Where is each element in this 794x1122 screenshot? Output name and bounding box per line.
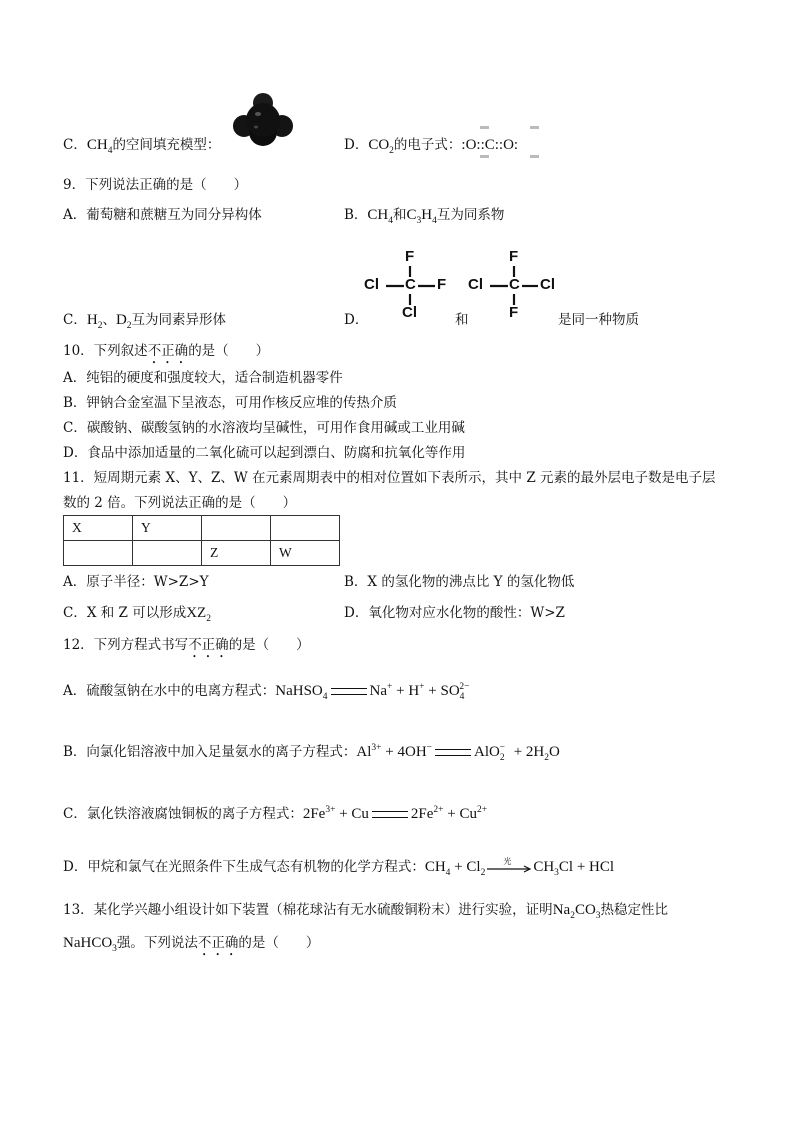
formula-sub: 2 xyxy=(570,911,575,921)
option-label: D． xyxy=(344,137,369,153)
atom-center: C xyxy=(405,276,416,293)
formula: CO xyxy=(574,902,596,918)
stem-text: 13．某化学兴趣小组设计如下装置（棉花球沾有无水硫酸铜粉末）进行实验，证明 xyxy=(63,902,553,918)
formula: D xyxy=(115,312,127,328)
table-cell: X xyxy=(64,516,133,541)
structure-formula-1 xyxy=(364,248,454,326)
atom-top: F xyxy=(405,248,415,265)
formula: H xyxy=(421,207,433,223)
table-cell xyxy=(133,541,202,566)
option-text: A．硫酸氢钠在水中的电离方程式： xyxy=(63,683,276,699)
atom-right: F xyxy=(437,276,447,293)
q9-option-b xyxy=(344,206,504,224)
electron-dots-decor xyxy=(478,126,548,160)
atom-bottom: Cl xyxy=(402,304,417,321)
atom-top: F xyxy=(509,248,519,265)
option-text: C．氯化铁溶液腐蚀铜板的离子方程式： xyxy=(63,806,303,822)
q10-stem xyxy=(63,342,269,367)
q9-option-d-label: D． xyxy=(344,312,369,328)
q9-option-c xyxy=(63,311,226,329)
option-text: C．X 和 Z 可以形成 xyxy=(63,605,187,621)
option-label: C． xyxy=(63,137,87,153)
q11-option-b: B．X 的氢化物的沸点比 Y 的氢化物低 xyxy=(344,574,575,590)
equation-c: $2Fe^{3+} + Cu$ $2Fe^{2+} + Cu^{2+}$ xyxy=(302,805,488,822)
conjunction: 和 xyxy=(393,207,407,223)
option-text: 的空间填充模型： xyxy=(112,137,221,153)
table-cell: W xyxy=(271,541,340,566)
formula-sub: 2 xyxy=(389,146,394,156)
emphasis-text: 不正确 xyxy=(147,343,189,359)
q9-option-d-and: 和 xyxy=(455,312,469,328)
atom-center: C xyxy=(509,276,520,293)
q12-option-d xyxy=(63,858,614,877)
formula: CO xyxy=(368,137,390,153)
formula: H xyxy=(86,312,98,328)
q11-option-c xyxy=(63,604,211,622)
atom-left: Cl xyxy=(468,276,483,293)
formula: NaHCO xyxy=(63,935,113,951)
q9-option-a: A．葡萄糖和蔗糖互为同分异构体 xyxy=(63,207,262,223)
stem-text: 的是（ ） xyxy=(238,935,320,951)
emphasis-text: 不正确 xyxy=(197,935,239,951)
formula-sub: 3 xyxy=(416,216,422,226)
stem-text: 热稳定性比 xyxy=(600,902,669,918)
equation-b: $Al^{3+} + 4OH^-$ $AlO_2^- + 2H_2O$ xyxy=(356,743,560,763)
formula: C xyxy=(406,207,417,223)
formula-sub: 2 xyxy=(206,614,211,624)
formula-sub: 4 xyxy=(388,216,394,226)
table-cell: Z xyxy=(202,541,271,566)
q12-stem xyxy=(63,636,310,661)
formula-sub: 2 xyxy=(126,321,132,331)
q12-option-a xyxy=(63,682,475,700)
formula-sub: 4 xyxy=(107,146,113,156)
stem-text: 的是（ ） xyxy=(228,637,310,653)
q12-option-b xyxy=(63,743,560,761)
table-cell xyxy=(64,541,133,566)
q10-option-d: D．食品中添加适量的二氧化硫可以起到漂白、防腐和抗氧化等作用 xyxy=(63,445,466,461)
formula: Na xyxy=(552,902,571,918)
equal-sign xyxy=(331,688,367,695)
bonds xyxy=(364,248,454,326)
q12-option-c xyxy=(63,805,487,823)
q10-option-c: C．碳酸钠、碳酸氢钠的水溶液均呈碱性，可用作食用碱或工业用碱 xyxy=(63,420,465,436)
atom-right: Cl xyxy=(540,276,555,293)
separator: 、 xyxy=(102,312,116,328)
reaction-condition: 光 xyxy=(503,856,512,866)
q11-option-a: A．原子半径：W>Z>Y xyxy=(63,574,209,590)
periodic-table-fragment xyxy=(63,515,340,566)
formula: CH xyxy=(86,137,108,153)
atom-left: Cl xyxy=(364,276,379,293)
equation-d: $CH_4 + Cl_2$ 光 $CH_3Cl$ + HCl xyxy=(425,859,614,875)
formula-sub: 3 xyxy=(595,911,601,921)
stem-text: 强。下列说法 xyxy=(116,935,198,951)
option-text: 互为同系物 xyxy=(436,207,505,223)
table-cell xyxy=(202,516,271,541)
equal-sign xyxy=(372,811,408,818)
equation-a: NaHSO$_4$ $Na^+ + H^+ + SO_4^{2-}$ xyxy=(275,682,470,702)
q11-option-d: D．氧化物对应水化物的酸性：W>Z xyxy=(344,605,565,621)
q8-option-c xyxy=(63,136,220,154)
table-cell xyxy=(271,516,340,541)
stem-text: 的是（ ） xyxy=(188,343,270,359)
q9-stem: 9．下列说法正确的是（ ） xyxy=(63,177,248,193)
q9-option-d-text: 是同一种物质 xyxy=(558,312,639,328)
co2-electron-formula: :O::C::O: xyxy=(461,137,519,153)
bonds xyxy=(468,248,564,326)
q11-stem-line2: 数的 2 倍。下列说法正确的是（ ） xyxy=(63,495,297,511)
option-label: C． xyxy=(63,312,87,328)
stem-text: 10．下列叙述 xyxy=(63,343,148,359)
option-text: 的电子式： xyxy=(393,137,462,153)
q11-stem-line1: 11．短周期元素 X、Y、Z、W 在元素周期表中的相对位置如下表所示，其中 Z 元素的最外层电子数是电子层 xyxy=(63,470,716,486)
option-text: D．甲烷和氯气在光照条件下生成气态有机物的化学方程式： xyxy=(63,859,425,875)
formula-sub: 2 xyxy=(97,321,103,331)
option-text: 互为同素异形体 xyxy=(131,312,227,328)
table-row xyxy=(64,541,340,566)
formula-sub: 4 xyxy=(432,216,437,226)
option-text: B．向氯化铝溶液中加入足量氨水的离子方程式： xyxy=(63,744,357,760)
table-row xyxy=(64,516,340,541)
emphasis-text: 不正确 xyxy=(188,637,229,653)
option-label: B． xyxy=(344,207,368,223)
structure-formula-2 xyxy=(468,248,564,326)
formula: XZ xyxy=(186,605,207,621)
q13-stem-line2 xyxy=(63,934,319,959)
q10-option-b: B．钾钠合金室温下呈液态，可用作核反应堆的传热介质 xyxy=(63,395,397,411)
equal-sign xyxy=(435,749,471,756)
reaction-arrow xyxy=(485,856,533,877)
stem-text: 12．下列方程式书写 xyxy=(63,637,189,653)
q10-option-a: A．纯铝的硬度和强度较大，适合制造机器零件 xyxy=(63,370,343,386)
formula-sub: 3 xyxy=(112,944,117,954)
atom-bottom: F xyxy=(509,304,519,321)
q13-stem-line1 xyxy=(63,901,668,919)
table-cell: Y xyxy=(133,516,202,541)
formula: CH xyxy=(367,207,389,223)
ch4-space-filling-model-image xyxy=(232,92,294,150)
